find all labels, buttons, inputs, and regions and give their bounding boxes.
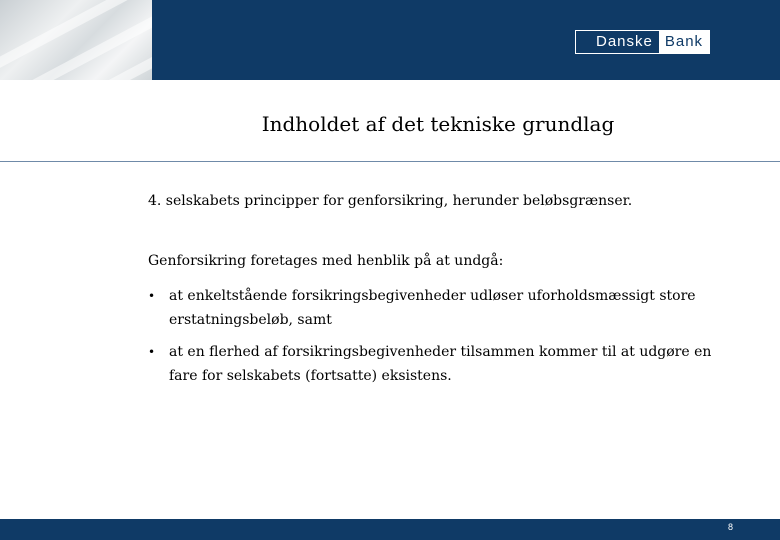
bullet-icon: •	[148, 289, 156, 303]
bullet-text: at en flerhed af forsikringsbegivenheder tilsammen kommer til at udgøre en fare for selskabets (fortsatte) eksistens.	[169, 344, 712, 384]
danske-bank-logo	[575, 30, 710, 54]
page-number: 8	[728, 522, 734, 532]
bullet-list	[148, 284, 718, 396]
logo-word-bank: Bank	[659, 31, 709, 53]
footer-band	[0, 519, 780, 540]
slide-title: Indholdet af det tekniske grundlag	[261, 112, 615, 136]
header-photo	[0, 0, 152, 80]
bullet-icon: •	[148, 345, 156, 359]
bullet-text: at enkeltstående forsikringsbegivenheder udløser uforholdsmæssigt store erstatningsbeløb, samt	[169, 288, 696, 328]
intro-text: Genforsikring foretages med henblik på at undgå:	[148, 253, 504, 269]
title-divider	[0, 161, 780, 162]
section-heading: 4. selskabets principper for genforsikring, herunder beløbsgrænser.	[148, 193, 633, 209]
bullet-item	[148, 340, 718, 388]
logo-word-danske: Danske	[576, 31, 659, 53]
bullet-item	[148, 284, 718, 332]
